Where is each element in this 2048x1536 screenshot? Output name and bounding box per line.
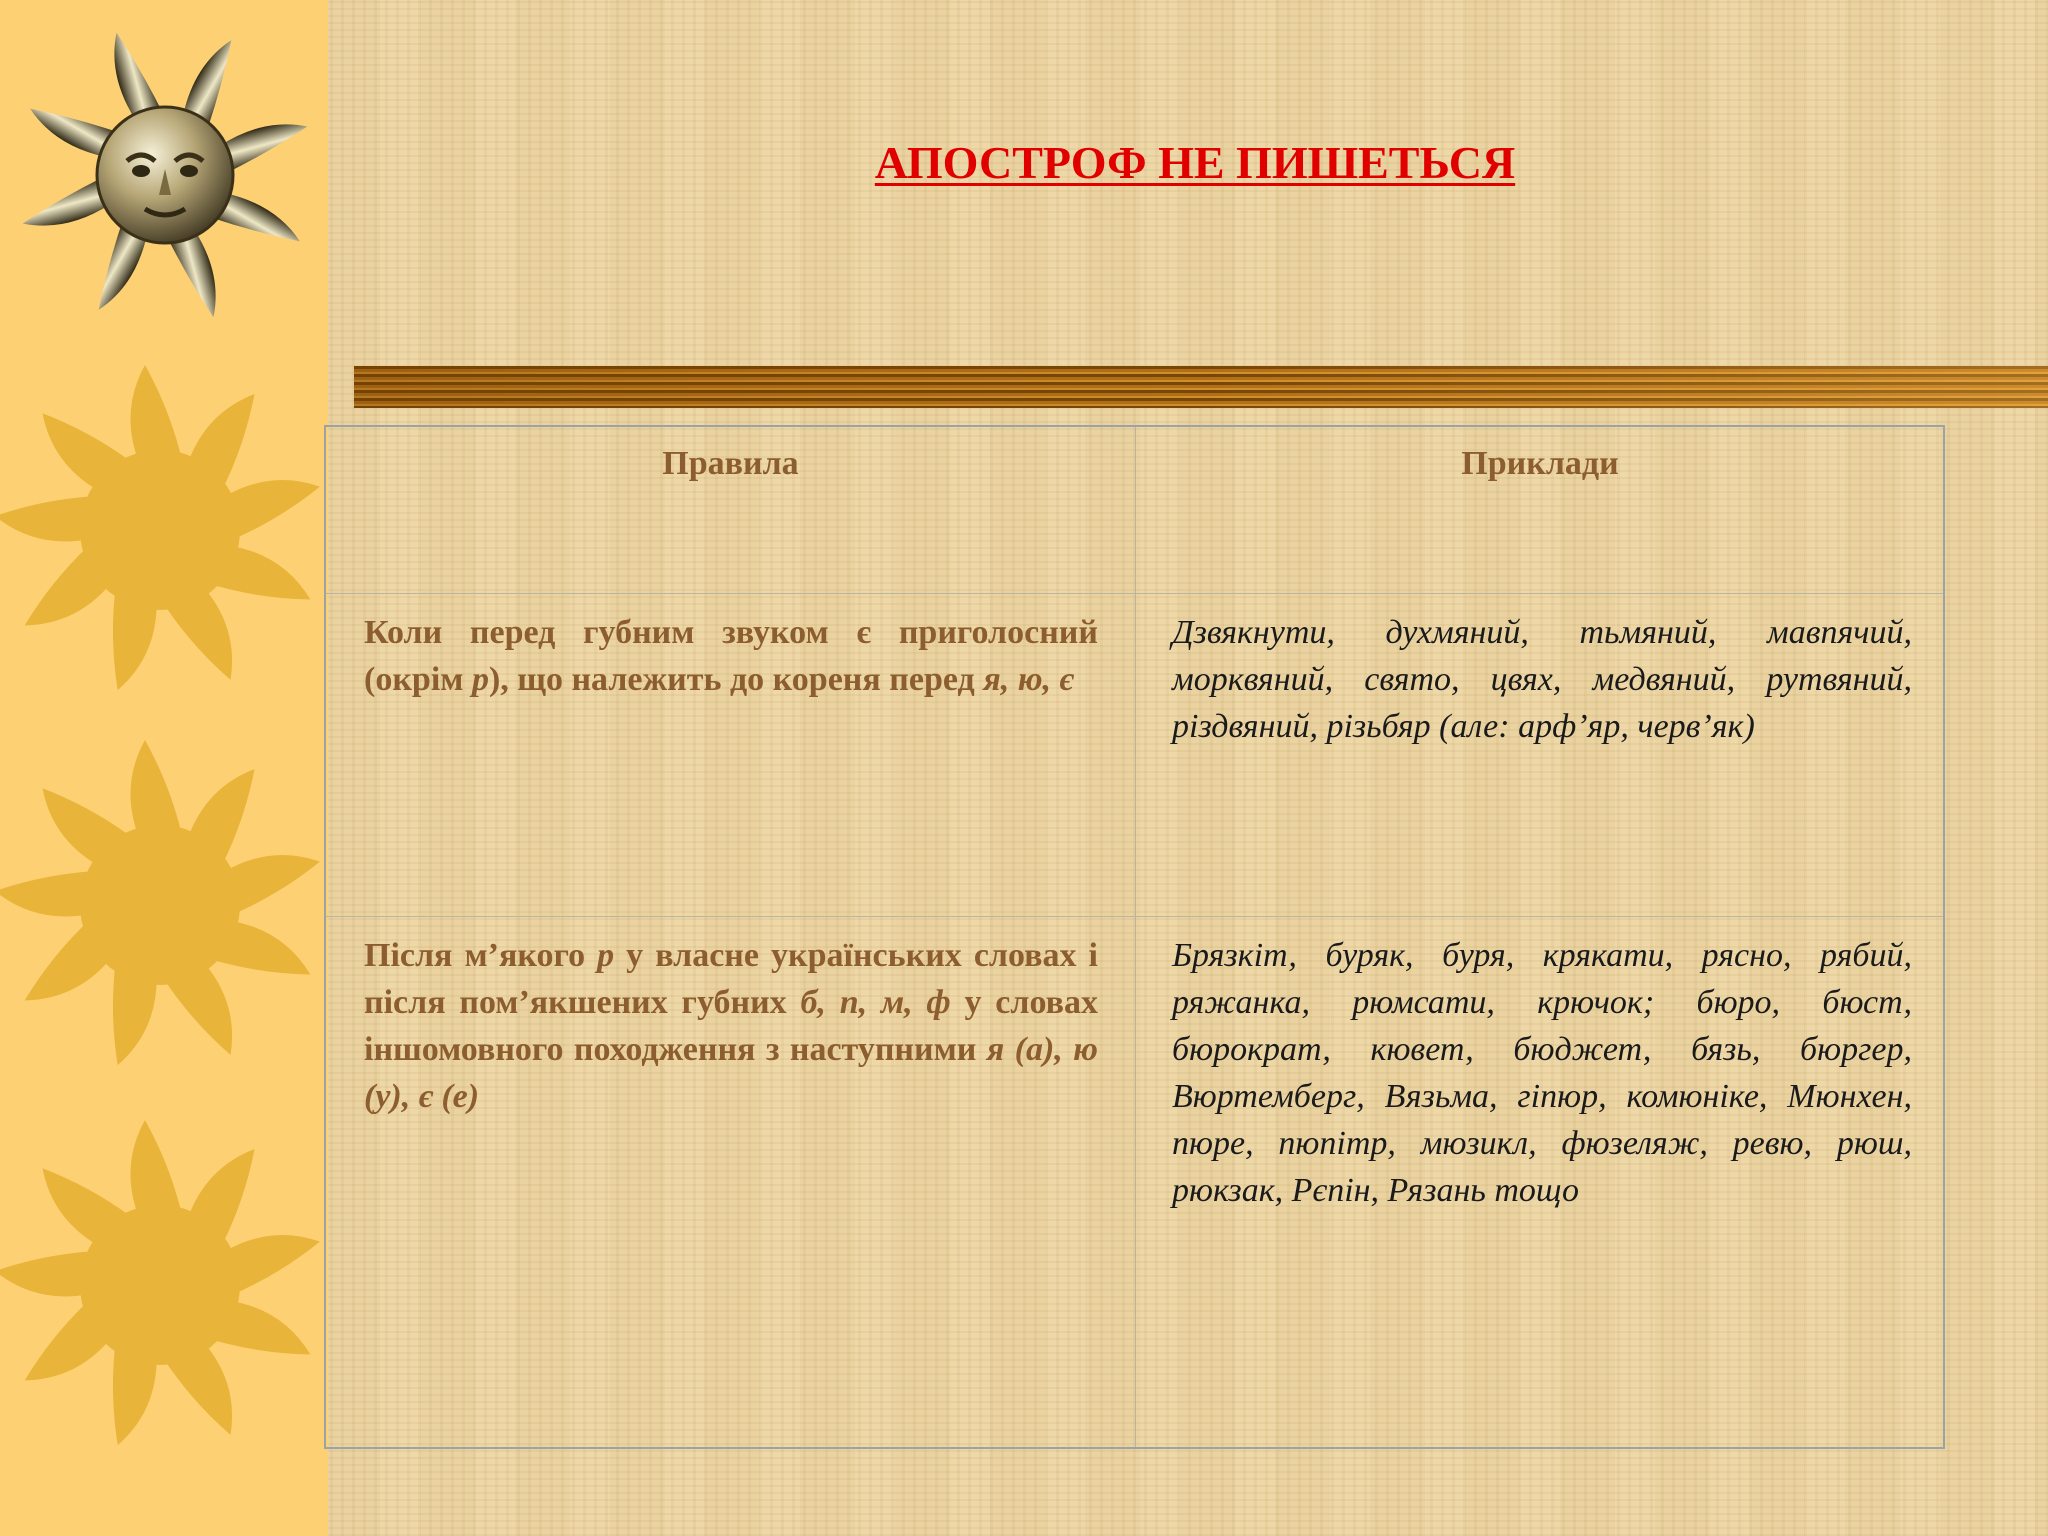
rule-letters: я, ю, є: [983, 661, 1074, 698]
rule-text: Після м’якого: [364, 937, 598, 974]
sun-icon: [0, 1115, 330, 1455]
header-rules: Правила: [662, 445, 799, 482]
rule-text: ), що належить до кореня перед: [488, 661, 984, 698]
rule-cell-1: [364, 609, 1098, 703]
rule-text: Коли перед губним звуком є приголосний (окрім: [364, 614, 1098, 698]
rules-table: [324, 425, 1945, 1449]
slide-title: АПОСТРОФ НЕ ПИШЕТЬСЯ: [874, 137, 1516, 188]
decorative-stripe-bar: [354, 366, 2048, 408]
decorative-sidebar: [0, 0, 328, 1536]
rule-cell-2: [364, 932, 1098, 1120]
row-divider: [326, 916, 1943, 917]
example-cell-2: Брязкіт, буряк, буря, крякати, рясно, рябий, ряжанка, рюмсати, крючок; бюро, бюст, бюрократ, кювет, бюджет, бязь, бюргер, Вюртемберг, Вязьма, гіпюр, комюніке, Мюнхен, пюре, пюпітр, мюзикл, фюзеляж, ревю, рюш, рюкзак, Рєпін, Рязань тощо: [1172, 937, 1912, 1209]
column-divider: [1135, 427, 1136, 1447]
sun-icon: [0, 735, 330, 1075]
rule-letters: я (а), ю (у), є (е): [364, 1031, 1098, 1115]
header-examples: Приклади: [1461, 445, 1619, 482]
rule-text: у словах іншомовного походження з наступними: [364, 984, 1098, 1068]
rule-letter: р: [597, 937, 615, 974]
sun-icon: [0, 360, 330, 700]
rule-text: у власне українських словах і після пом’якшених губних: [364, 937, 1098, 1021]
row-divider: [326, 593, 1943, 594]
rule-letter: р: [471, 661, 489, 698]
example-cell-1: Дзвякнути, духмяний, тьмяний, мавпячий, морквяний, свято, цвях, медвяний, рутвяний, різдвяний, різьбяр (але: арф’яр, черв’як): [1172, 614, 1912, 745]
metallic-sun-icon: [0, 10, 330, 340]
rule-letters: б, п, м, ф: [800, 984, 951, 1021]
